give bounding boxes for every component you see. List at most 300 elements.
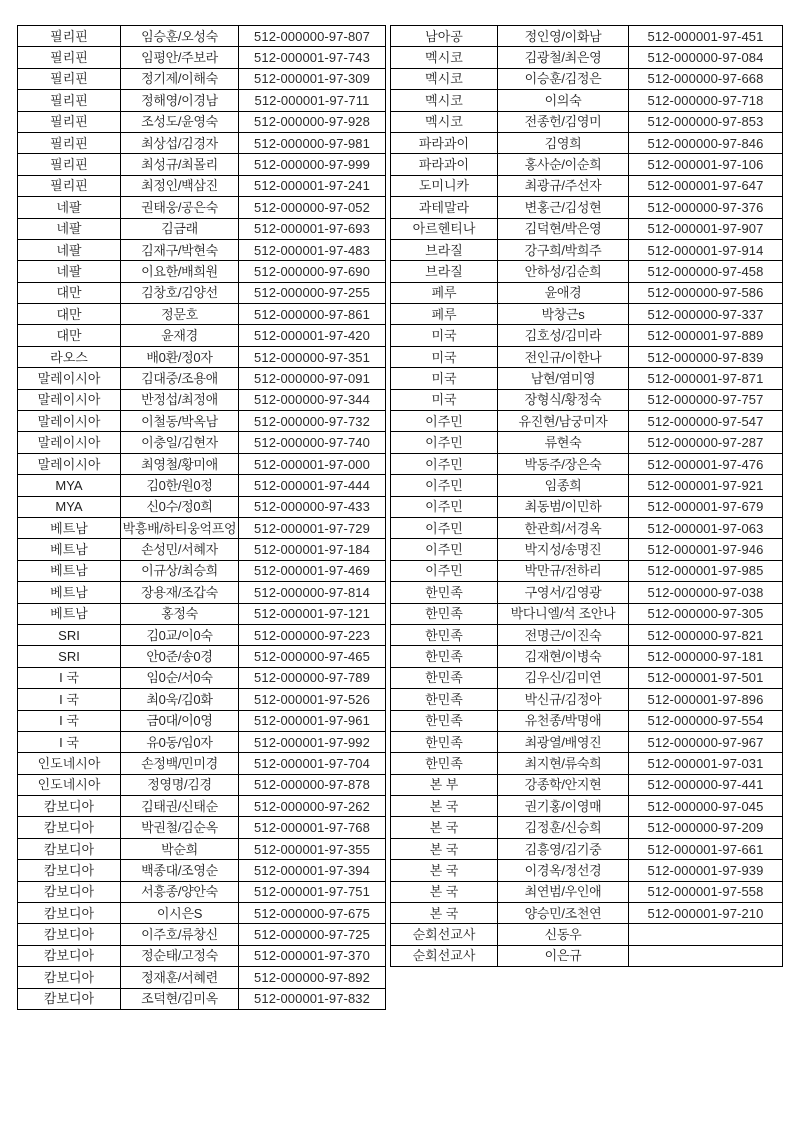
table-row bbox=[391, 945, 783, 966]
table-row bbox=[18, 988, 386, 1009]
region-cell: 인도네시아 bbox=[18, 774, 121, 795]
table-row bbox=[18, 903, 386, 924]
region-cell: 순회선교사 bbox=[391, 945, 498, 966]
table-row bbox=[18, 753, 386, 774]
missionary-names-cell: 박순희 bbox=[121, 838, 239, 859]
table-row bbox=[391, 817, 783, 838]
missionary-names-cell: 전종헌/김영미 bbox=[498, 111, 629, 132]
account-number-cell: 512-000001-97-394 bbox=[239, 860, 386, 881]
missionary-names-cell: 정문호 bbox=[121, 304, 239, 325]
region-cell: 인도네시아 bbox=[18, 753, 121, 774]
account-number-cell: 512-000001-97-907 bbox=[629, 218, 783, 239]
table-row bbox=[391, 197, 783, 218]
missionary-names-cell: 장형식/황정숙 bbox=[498, 389, 629, 410]
table-row bbox=[18, 817, 386, 838]
account-number-cell: 512-000001-97-679 bbox=[629, 496, 783, 517]
region-cell: 베트남 bbox=[18, 603, 121, 624]
missionary-names-cell: 이시은S bbox=[121, 903, 239, 924]
account-number-cell: 512-000001-97-751 bbox=[239, 881, 386, 902]
table-row bbox=[18, 453, 386, 474]
table-row bbox=[18, 924, 386, 945]
table-row bbox=[18, 132, 386, 153]
table-row bbox=[18, 945, 386, 966]
missionary-names-cell: 이승훈/김정은 bbox=[498, 68, 629, 89]
account-number-cell: 512-000000-97-789 bbox=[239, 667, 386, 688]
account-number-cell bbox=[629, 924, 783, 945]
missionary-names-cell: 남현/염미영 bbox=[498, 368, 629, 389]
account-number-cell: 512-000000-97-084 bbox=[629, 47, 783, 68]
account-number-cell: 512-000001-97-370 bbox=[239, 945, 386, 966]
account-number-cell: 512-000001-97-921 bbox=[629, 475, 783, 496]
table-row bbox=[391, 282, 783, 303]
region-cell: 대만 bbox=[18, 304, 121, 325]
missionary-names-cell: 최성규/최몰리 bbox=[121, 154, 239, 175]
missionary-names-cell: 조덕현/김미옥 bbox=[121, 988, 239, 1009]
region-cell: 필리핀 bbox=[18, 68, 121, 89]
account-number-cell: 512-000000-97-337 bbox=[629, 304, 783, 325]
region-cell: 베트남 bbox=[18, 517, 121, 538]
table-row bbox=[391, 710, 783, 731]
table-row bbox=[18, 47, 386, 68]
account-number-cell: 512-000001-97-647 bbox=[629, 175, 783, 196]
missionary-names-cell: 구영서/김영광 bbox=[498, 582, 629, 603]
left-table bbox=[17, 25, 386, 1010]
account-number-cell: 512-000001-97-476 bbox=[629, 453, 783, 474]
table-row bbox=[391, 389, 783, 410]
table-row bbox=[391, 646, 783, 667]
missionary-names-cell: 양승민/조천연 bbox=[498, 903, 629, 924]
missionary-names-cell: 박창근s bbox=[498, 304, 629, 325]
missionary-names-cell: 이의숙 bbox=[498, 90, 629, 111]
account-number-cell: 512-000001-97-309 bbox=[239, 68, 386, 89]
account-number-cell: 512-000001-97-704 bbox=[239, 753, 386, 774]
missionary-names-cell: 정해영/이경남 bbox=[121, 90, 239, 111]
missionary-names-cell: 신동우 bbox=[498, 924, 629, 945]
account-number-cell: 512-000000-97-209 bbox=[629, 817, 783, 838]
table-row bbox=[391, 881, 783, 902]
table-row bbox=[391, 154, 783, 175]
region-cell: 캄보디아 bbox=[18, 881, 121, 902]
table-row bbox=[391, 175, 783, 196]
region-cell: 파라과이 bbox=[391, 132, 498, 153]
account-number-cell: 512-000001-97-939 bbox=[629, 860, 783, 881]
table-row bbox=[391, 582, 783, 603]
region-cell: MYA bbox=[18, 475, 121, 496]
region-cell: 이주민 bbox=[391, 411, 498, 432]
missionary-names-cell: 이요한/배희원 bbox=[121, 261, 239, 282]
region-cell: 본 국 bbox=[391, 881, 498, 902]
account-number-cell: 512-000000-97-668 bbox=[629, 68, 783, 89]
account-number-cell: 512-000000-97-344 bbox=[239, 389, 386, 410]
region-cell: 도미니카 bbox=[391, 175, 498, 196]
account-number-cell: 512-000000-97-287 bbox=[629, 432, 783, 453]
region-cell: 본 부 bbox=[391, 774, 498, 795]
table-row bbox=[391, 624, 783, 645]
account-number-cell: 512-000000-97-458 bbox=[629, 261, 783, 282]
account-number-cell: 512-000001-97-106 bbox=[629, 154, 783, 175]
account-number-cell: 512-000000-97-981 bbox=[239, 132, 386, 153]
region-cell: I 국 bbox=[18, 710, 121, 731]
region-cell: 미국 bbox=[391, 325, 498, 346]
account-number-cell: 512-000001-97-241 bbox=[239, 175, 386, 196]
account-number-cell: 512-000001-97-031 bbox=[629, 753, 783, 774]
table-row bbox=[391, 560, 783, 581]
table-row bbox=[18, 710, 386, 731]
region-cell: 한민족 bbox=[391, 603, 498, 624]
table-row bbox=[391, 838, 783, 859]
region-cell: 이주민 bbox=[391, 453, 498, 474]
account-number-cell: 512-000000-97-465 bbox=[239, 646, 386, 667]
table-row bbox=[391, 603, 783, 624]
region-cell: 캄보디아 bbox=[18, 988, 121, 1009]
missionary-names-cell: 윤애경 bbox=[498, 282, 629, 303]
region-cell: 남아공 bbox=[391, 26, 498, 47]
missionary-names-cell: 장용재/조갑숙 bbox=[121, 582, 239, 603]
account-number-cell: 512-000001-97-063 bbox=[629, 517, 783, 538]
region-cell: 필리핀 bbox=[18, 175, 121, 196]
missionary-names-cell: 백종대/조영순 bbox=[121, 860, 239, 881]
region-cell: 필리핀 bbox=[18, 111, 121, 132]
table-row bbox=[391, 261, 783, 282]
right-table bbox=[390, 25, 783, 967]
account-number-cell: 512-000000-97-853 bbox=[629, 111, 783, 132]
account-number-cell: 512-000000-97-757 bbox=[629, 389, 783, 410]
table-row bbox=[391, 496, 783, 517]
region-cell: 베트남 bbox=[18, 582, 121, 603]
missionary-names-cell: 박동주/장은숙 bbox=[498, 453, 629, 474]
region-cell: 미국 bbox=[391, 346, 498, 367]
account-number-cell: 512-000000-97-305 bbox=[629, 603, 783, 624]
region-cell: 캄보디아 bbox=[18, 924, 121, 945]
account-number-cell: 512-000000-97-433 bbox=[239, 496, 386, 517]
account-number-cell: 512-000000-97-441 bbox=[629, 774, 783, 795]
table-row bbox=[391, 47, 783, 68]
missionary-names-cell: 한관희/서경옥 bbox=[498, 517, 629, 538]
region-cell: 본 국 bbox=[391, 796, 498, 817]
table-row bbox=[18, 881, 386, 902]
region-cell: 페루 bbox=[391, 304, 498, 325]
table-row bbox=[18, 304, 386, 325]
region-cell: 말레이시아 bbox=[18, 453, 121, 474]
missionary-names-cell: 최동범/이민하 bbox=[498, 496, 629, 517]
table-row bbox=[391, 860, 783, 881]
missionary-names-cell: 배0환/정0자 bbox=[121, 346, 239, 367]
account-number-cell: 512-000000-97-999 bbox=[239, 154, 386, 175]
table-row bbox=[391, 689, 783, 710]
table-row bbox=[391, 411, 783, 432]
table-row bbox=[18, 860, 386, 881]
table-row bbox=[391, 774, 783, 795]
region-cell: 필리핀 bbox=[18, 154, 121, 175]
account-number-cell bbox=[629, 945, 783, 966]
region-cell: 과테말라 bbox=[391, 197, 498, 218]
region-cell: 말레이시아 bbox=[18, 432, 121, 453]
table-row bbox=[18, 624, 386, 645]
region-cell: 본 국 bbox=[391, 903, 498, 924]
table-row bbox=[18, 346, 386, 367]
region-cell: 네팔 bbox=[18, 197, 121, 218]
region-cell: SRI bbox=[18, 646, 121, 667]
missionary-names-cell: 손정백/민미경 bbox=[121, 753, 239, 774]
table-row bbox=[18, 646, 386, 667]
missionary-names-cell: 임평안/주보라 bbox=[121, 47, 239, 68]
account-number-cell: 512-000000-97-045 bbox=[629, 796, 783, 817]
missionary-names-cell: 유진현/남궁미자 bbox=[498, 411, 629, 432]
region-cell: 캄보디아 bbox=[18, 796, 121, 817]
missionary-names-cell: 정기제/이해숙 bbox=[121, 68, 239, 89]
account-number-cell: 512-000001-97-729 bbox=[239, 517, 386, 538]
region-cell: 말레이시아 bbox=[18, 368, 121, 389]
account-number-cell: 512-000000-97-690 bbox=[239, 261, 386, 282]
region-cell: 본 국 bbox=[391, 860, 498, 881]
table-row bbox=[18, 689, 386, 710]
table-row bbox=[18, 560, 386, 581]
missionary-names-cell: 강구희/박희주 bbox=[498, 239, 629, 260]
region-cell: 이주민 bbox=[391, 496, 498, 517]
missionary-names-cell: 전명근/이진숙 bbox=[498, 624, 629, 645]
table-row bbox=[18, 517, 386, 538]
missionary-names-cell: 정재훈/서혜련 bbox=[121, 967, 239, 988]
table-row bbox=[18, 539, 386, 560]
missionary-names-cell: 이철동/박옥남 bbox=[121, 411, 239, 432]
account-number-cell: 512-000001-97-961 bbox=[239, 710, 386, 731]
region-cell: 본 국 bbox=[391, 838, 498, 859]
table-row bbox=[18, 967, 386, 988]
table-row bbox=[18, 603, 386, 624]
missionary-names-cell: 최연범/우인애 bbox=[498, 881, 629, 902]
account-number-cell: 512-000000-97-878 bbox=[239, 774, 386, 795]
table-row bbox=[391, 667, 783, 688]
region-cell: 이주민 bbox=[391, 475, 498, 496]
table-row bbox=[391, 539, 783, 560]
account-number-cell: 512-000000-97-675 bbox=[239, 903, 386, 924]
region-cell: 필리핀 bbox=[18, 26, 121, 47]
region-cell: 베트남 bbox=[18, 560, 121, 581]
region-cell: 멕시코 bbox=[391, 68, 498, 89]
missionary-names-cell: 최광규/주선자 bbox=[498, 175, 629, 196]
missionary-names-cell: 김광철/최은영 bbox=[498, 47, 629, 68]
missionary-names-cell: 김창호/김양선 bbox=[121, 282, 239, 303]
table-row bbox=[391, 903, 783, 924]
account-number-cell: 512-000001-97-558 bbox=[629, 881, 783, 902]
missionary-names-cell: 박흥배/하티웅억프엉 bbox=[121, 517, 239, 538]
missionary-names-cell: 최지현/류숙희 bbox=[498, 753, 629, 774]
account-number-cell: 512-000000-97-725 bbox=[239, 924, 386, 945]
account-number-cell: 512-000001-97-871 bbox=[629, 368, 783, 389]
missionary-names-cell: 유0동/임0자 bbox=[121, 731, 239, 752]
region-cell: 캄보디아 bbox=[18, 817, 121, 838]
missionary-names-cell: 권태웅/공은숙 bbox=[121, 197, 239, 218]
region-cell: 대만 bbox=[18, 325, 121, 346]
table-row bbox=[18, 154, 386, 175]
missionary-names-cell: 박만규/전하리 bbox=[498, 560, 629, 581]
account-number-cell: 512-000001-97-711 bbox=[239, 90, 386, 111]
account-number-cell: 512-000000-97-732 bbox=[239, 411, 386, 432]
table-row bbox=[391, 731, 783, 752]
account-number-cell: 512-000001-97-469 bbox=[239, 560, 386, 581]
table-row bbox=[18, 239, 386, 260]
table-row bbox=[391, 453, 783, 474]
missionary-names-cell: 최상섭/김경자 bbox=[121, 132, 239, 153]
account-number-cell: 512-000000-97-807 bbox=[239, 26, 386, 47]
table-row bbox=[18, 26, 386, 47]
missionary-names-cell: 최정인/백삼진 bbox=[121, 175, 239, 196]
missionary-names-cell: 이주호/류창신 bbox=[121, 924, 239, 945]
table-row bbox=[391, 517, 783, 538]
table-row bbox=[391, 346, 783, 367]
region-cell: 네팔 bbox=[18, 218, 121, 239]
account-number-cell: 512-000000-97-262 bbox=[239, 796, 386, 817]
region-cell: 한민족 bbox=[391, 646, 498, 667]
table-row bbox=[18, 218, 386, 239]
region-cell: SRI bbox=[18, 624, 121, 645]
table-row bbox=[18, 197, 386, 218]
account-number-cell: 512-000000-97-091 bbox=[239, 368, 386, 389]
missionary-names-cell: 박신규/김정아 bbox=[498, 689, 629, 710]
region-cell: 캄보디아 bbox=[18, 945, 121, 966]
region-cell: 라오스 bbox=[18, 346, 121, 367]
table-row bbox=[18, 838, 386, 859]
region-cell: 아르헨티나 bbox=[391, 218, 498, 239]
account-number-cell: 512-000000-97-846 bbox=[629, 132, 783, 153]
region-cell: 네팔 bbox=[18, 239, 121, 260]
missionary-names-cell: 임0순/서0숙 bbox=[121, 667, 239, 688]
region-cell: 필리핀 bbox=[18, 90, 121, 111]
region-cell: 한민족 bbox=[391, 667, 498, 688]
missionary-names-cell: 김흥영/김기중 bbox=[498, 838, 629, 859]
account-number-cell: 512-000001-97-889 bbox=[629, 325, 783, 346]
region-cell: I 국 bbox=[18, 731, 121, 752]
table-row bbox=[18, 432, 386, 453]
account-number-cell: 512-000000-97-821 bbox=[629, 624, 783, 645]
table-row bbox=[391, 304, 783, 325]
table-row bbox=[18, 475, 386, 496]
missionary-names-cell: 손성민/서혜자 bbox=[121, 539, 239, 560]
table-row bbox=[18, 90, 386, 111]
region-cell: 이주민 bbox=[391, 517, 498, 538]
missionary-names-cell: 김대중/조용애 bbox=[121, 368, 239, 389]
missionary-names-cell: 정인영/이화남 bbox=[498, 26, 629, 47]
missionary-names-cell: 최영철/황미애 bbox=[121, 453, 239, 474]
missionary-names-cell: 정영명/김경 bbox=[121, 774, 239, 795]
account-number-cell: 512-000000-97-928 bbox=[239, 111, 386, 132]
missionary-names-cell: 최0욱/김0화 bbox=[121, 689, 239, 710]
account-number-cell: 512-000001-97-210 bbox=[629, 903, 783, 924]
missionary-names-cell: 서흥종/양안숙 bbox=[121, 881, 239, 902]
table-row bbox=[391, 475, 783, 496]
region-cell: I 국 bbox=[18, 667, 121, 688]
region-cell: I 국 bbox=[18, 689, 121, 710]
region-cell: 브라질 bbox=[391, 239, 498, 260]
missionary-names-cell: 김재구/박현숙 bbox=[121, 239, 239, 260]
region-cell: 한민족 bbox=[391, 582, 498, 603]
missionary-names-cell: 이규상/최승희 bbox=[121, 560, 239, 581]
region-cell: 파라과이 bbox=[391, 154, 498, 175]
missionary-names-cell: 김0한/원0정 bbox=[121, 475, 239, 496]
account-number-cell: 512-000001-97-184 bbox=[239, 539, 386, 560]
table-row bbox=[18, 796, 386, 817]
region-cell: 한민족 bbox=[391, 624, 498, 645]
region-cell: 캄보디아 bbox=[18, 838, 121, 859]
table-row bbox=[18, 582, 386, 603]
table-row bbox=[391, 218, 783, 239]
missionary-names-cell: 김정훈/신승희 bbox=[498, 817, 629, 838]
account-number-cell: 512-000001-97-121 bbox=[239, 603, 386, 624]
table-row bbox=[18, 111, 386, 132]
account-number-cell: 512-000001-97-526 bbox=[239, 689, 386, 710]
region-cell: 한민족 bbox=[391, 753, 498, 774]
account-number-cell: 512-000000-97-038 bbox=[629, 582, 783, 603]
table-row bbox=[391, 132, 783, 153]
account-number-cell: 512-000000-97-967 bbox=[629, 731, 783, 752]
missionary-names-cell: 윤재경 bbox=[121, 325, 239, 346]
missionary-names-cell: 신0수/정0희 bbox=[121, 496, 239, 517]
missionary-names-cell: 안하성/김순희 bbox=[498, 261, 629, 282]
account-number-cell: 512-000000-97-586 bbox=[629, 282, 783, 303]
account-number-cell: 512-000000-97-376 bbox=[629, 197, 783, 218]
account-number-cell: 512-000000-97-839 bbox=[629, 346, 783, 367]
table-row bbox=[18, 389, 386, 410]
table-row bbox=[18, 175, 386, 196]
missionary-names-cell: 박권철/김순옥 bbox=[121, 817, 239, 838]
region-cell: 멕시코 bbox=[391, 47, 498, 68]
region-cell: 캄보디아 bbox=[18, 860, 121, 881]
missionary-names-cell: 금0대/이0영 bbox=[121, 710, 239, 731]
account-number-cell: 512-000000-97-740 bbox=[239, 432, 386, 453]
account-number-cell: 512-000001-97-661 bbox=[629, 838, 783, 859]
missionary-names-cell: 강종학/안지현 bbox=[498, 774, 629, 795]
right-table-body bbox=[391, 26, 783, 967]
account-number-cell: 512-000001-97-420 bbox=[239, 325, 386, 346]
account-number-cell: 512-000001-97-946 bbox=[629, 539, 783, 560]
account-number-cell: 512-000001-97-914 bbox=[629, 239, 783, 260]
account-number-cell: 512-000001-97-992 bbox=[239, 731, 386, 752]
table-row bbox=[18, 325, 386, 346]
table-row bbox=[391, 26, 783, 47]
region-cell: 미국 bbox=[391, 389, 498, 410]
region-cell: 멕시코 bbox=[391, 111, 498, 132]
missionary-names-cell: 변홍근/김성현 bbox=[498, 197, 629, 218]
missionary-names-cell: 김재현/이병숙 bbox=[498, 646, 629, 667]
region-cell: 본 국 bbox=[391, 817, 498, 838]
table-row bbox=[391, 796, 783, 817]
region-cell: MYA bbox=[18, 496, 121, 517]
missionary-names-cell: 홍정숙 bbox=[121, 603, 239, 624]
missionary-names-cell: 이은규 bbox=[498, 945, 629, 966]
left-table-body bbox=[18, 26, 386, 1010]
missionary-names-cell: 김0교/이0숙 bbox=[121, 624, 239, 645]
account-number-cell: 512-000001-97-985 bbox=[629, 560, 783, 581]
region-cell: 말레이시아 bbox=[18, 389, 121, 410]
table-row bbox=[391, 432, 783, 453]
missionary-names-cell: 임승훈/오성숙 bbox=[121, 26, 239, 47]
missionary-names-cell: 류현숙 bbox=[498, 432, 629, 453]
table-row bbox=[391, 924, 783, 945]
region-cell: 대만 bbox=[18, 282, 121, 303]
missionary-names-cell: 최광열/배영진 bbox=[498, 731, 629, 752]
region-cell: 필리핀 bbox=[18, 132, 121, 153]
region-cell: 캄보디아 bbox=[18, 903, 121, 924]
account-number-cell: 512-000000-97-718 bbox=[629, 90, 783, 111]
missionary-names-cell: 김태권/신태순 bbox=[121, 796, 239, 817]
missionary-names-cell: 조성도/윤영숙 bbox=[121, 111, 239, 132]
missionary-names-cell: 김호성/김미라 bbox=[498, 325, 629, 346]
account-number-cell: 512-000001-97-693 bbox=[239, 218, 386, 239]
account-number-cell: 512-000000-97-861 bbox=[239, 304, 386, 325]
region-cell: 페루 bbox=[391, 282, 498, 303]
account-number-cell: 512-000000-97-892 bbox=[239, 967, 386, 988]
table-row bbox=[18, 261, 386, 282]
